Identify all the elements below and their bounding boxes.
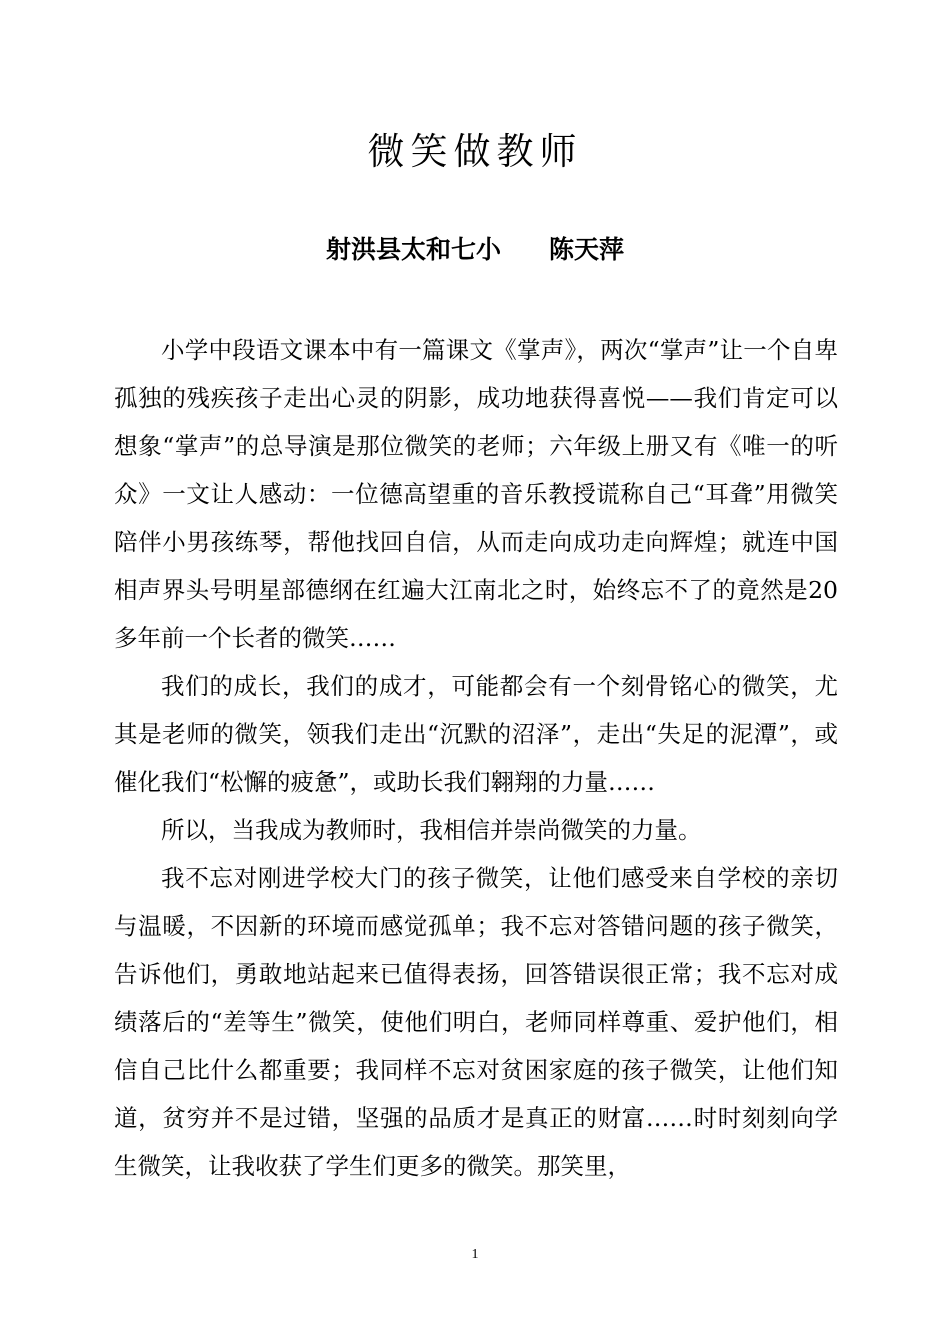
document-title: 微笑做教师: [367, 130, 583, 173]
author-byline: [0, 232, 950, 268]
paragraph: 小学中段语文课本中有一篇课文《掌声》，两次“掌声”让一个自卑孤独的残疾孩子走出心灵的阴影，成功地获得喜悦——我们肯定可以想象“掌声”的总导演是那位微笑的老师；六年级上册又有《唯一的听众》一文让人感动：一位德高望重的音乐教授谎称自己“耳聋”用微笑陪伴小男孩练琴，帮他找回自信，从而走向成功走向辉煌；就连中国相声界头号明星部德纲在红遍大江南北之时，始终忘不了的竟然是20多年前一个长者的微笑……: [114, 336, 838, 652]
paragraph: 我不忘对刚进学校大门的孩子微笑，让他们感受来自学校的亲切与温暖，不因新的环境而感觉孤单；我不忘对答错问题的孩子微笑，告诉他们，勇敢地站起来已值得表扬，回答错误很正常；我不忘对成绩落后的“差等生”微笑，使他们明白，老师同样尊重、爱护他们，相信自己比什么都重要；我同样不忘对贫困家庭的孩子微笑，让他们知道，贫穷并不是过错，坚强的品质才是真正的财富……时时刻刻向学生微笑，让我收获了学生们更多的微笑。那笑里，: [114, 864, 838, 1180]
author-name: 陈天萍: [549, 235, 625, 264]
page-number: 1: [471, 1247, 479, 1262]
author-school: 射洪县太和七小: [325, 235, 501, 264]
document-body: [114, 326, 838, 1190]
paragraph: 我们的成长，我们的成才，可能都会有一个刻骨铭心的微笑，尤其是老师的微笑，领我们走出“沉默的沼泽”，走出“失足的泥潭”，或催化我们“松懈的疲惫”，或助长我们翱翔的力量……: [114, 672, 838, 796]
paragraph: 所以，当我成为教师时，我相信并崇尚微笑的力量。: [161, 816, 702, 844]
